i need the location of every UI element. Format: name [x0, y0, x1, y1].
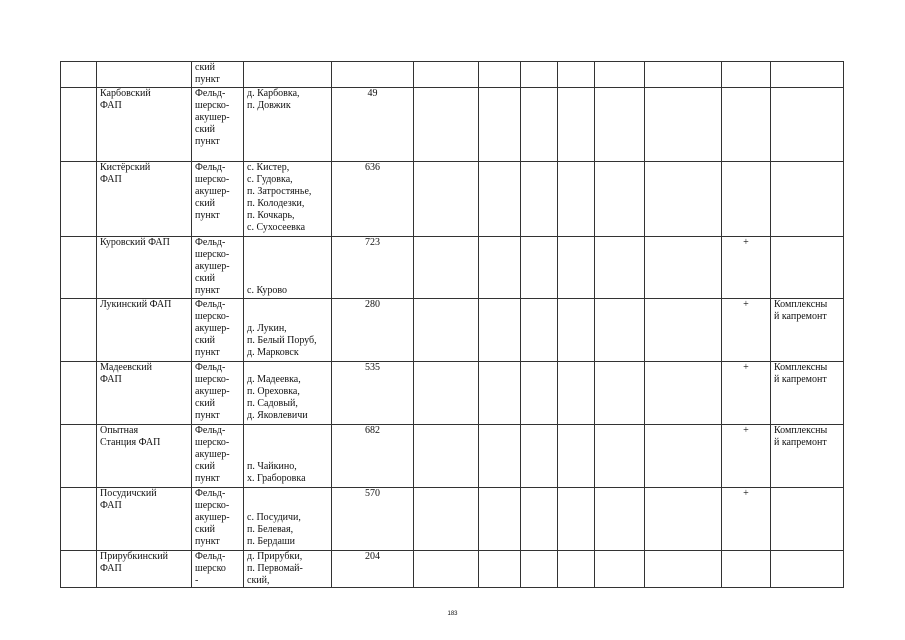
name-text: Кистёрский ФАП: [100, 162, 151, 185]
population-text: 636: [365, 162, 380, 173]
type-text: Фельд- шерско- акушер- ский пункт: [195, 488, 230, 547]
cell-empty: [414, 237, 479, 299]
cell-empty: [61, 237, 97, 299]
cell-empty: [479, 362, 521, 425]
cell-type: [192, 162, 244, 237]
cell-empty: [558, 237, 595, 299]
cell-plus: [722, 162, 771, 237]
cell-plus: [722, 425, 771, 488]
cell-empty: [414, 362, 479, 425]
cell-empty: [479, 425, 521, 488]
cell-note: [771, 299, 844, 362]
cell-empty: [479, 88, 521, 162]
cell-localities: [244, 362, 332, 425]
cell-empty: [645, 162, 722, 237]
cell-empty: [595, 551, 645, 588]
cell-empty: [414, 488, 479, 551]
cell-empty: [61, 62, 97, 88]
cell-empty: [595, 237, 645, 299]
cell-empty: [479, 488, 521, 551]
cell-localities: [244, 488, 332, 551]
cell-empty: [479, 62, 521, 88]
type-text: Фельд- шерско- акушер- ский пункт: [195, 299, 230, 358]
cell-empty: [595, 62, 645, 88]
page-number: 183: [447, 611, 458, 617]
cell-type: [192, 62, 244, 88]
name-text: Прирубкинский ФАП: [100, 551, 168, 574]
cell-population: [332, 237, 414, 299]
cell-empty: [558, 551, 595, 588]
table-row: [61, 425, 844, 488]
cell-type: [192, 88, 244, 162]
cell-name: [97, 162, 192, 237]
cell-name: [97, 237, 192, 299]
cell-empty: [61, 551, 97, 588]
cell-empty: [521, 62, 558, 88]
name-text: Опытная Станция ФАП: [100, 425, 161, 448]
cell-empty: [61, 362, 97, 425]
cell-plus: [722, 88, 771, 162]
cell-name: [97, 551, 192, 588]
cell-empty: [61, 88, 97, 162]
population-text: 535: [365, 362, 380, 373]
cell-type: [192, 299, 244, 362]
cell-empty: [595, 88, 645, 162]
cell-plus: [722, 62, 771, 88]
cell-population: [332, 299, 414, 362]
cell-empty: [558, 362, 595, 425]
cell-empty: [414, 299, 479, 362]
name-text: Мадеевский ФАП: [100, 362, 152, 385]
cell-empty: [61, 488, 97, 551]
cell-empty: [595, 488, 645, 551]
table-row: [61, 488, 844, 551]
cell-name: [97, 488, 192, 551]
cell-empty: [645, 62, 722, 88]
type-text: ский пункт: [195, 62, 220, 85]
name-text: Карбовский ФАП: [100, 88, 151, 111]
cell-type: [192, 425, 244, 488]
cell-localities: [244, 551, 332, 588]
cell-population: [332, 62, 414, 88]
cell-empty: [645, 425, 722, 488]
cell-localities: [244, 425, 332, 488]
cell-plus: [722, 488, 771, 551]
cell-empty: [414, 162, 479, 237]
cell-empty: [595, 425, 645, 488]
cell-empty: [645, 488, 722, 551]
population-text: 570: [365, 488, 380, 499]
cell-plus: [722, 237, 771, 299]
population-text: 723: [365, 237, 380, 248]
cell-plus: [722, 362, 771, 425]
type-text: Фельд- шерско- акушер- ский пункт: [195, 425, 230, 484]
cell-empty: [414, 88, 479, 162]
plus-text: +: [743, 299, 749, 310]
table-row: [61, 237, 844, 299]
localities-text: д. Карбовка, п. Довжик: [247, 88, 300, 111]
cell-empty: [595, 362, 645, 425]
localities-text: с. Посудичи, п. Белевая, п. Бердаши: [247, 512, 301, 547]
table-body: [61, 62, 844, 588]
cell-name: [97, 88, 192, 162]
type-text: Фельд- шерско- акушер- ский пункт: [195, 237, 230, 296]
cell-empty: [558, 62, 595, 88]
cell-empty: [61, 162, 97, 237]
cell-empty: [645, 299, 722, 362]
table-row: [61, 88, 844, 162]
cell-type: [192, 362, 244, 425]
cell-note: [771, 162, 844, 237]
facilities-table: [60, 61, 844, 588]
cell-empty: [645, 362, 722, 425]
cell-empty: [645, 237, 722, 299]
note-text: Комплексны й капремонт: [774, 362, 828, 385]
cell-empty: [558, 162, 595, 237]
name-text: Куровский ФАП: [100, 237, 170, 248]
cell-empty: [479, 162, 521, 237]
cell-localities: [244, 62, 332, 88]
cell-type: [192, 488, 244, 551]
cell-empty: [61, 299, 97, 362]
cell-population: [332, 88, 414, 162]
cell-empty: [521, 88, 558, 162]
plus-text: +: [743, 425, 749, 436]
cell-empty: [558, 425, 595, 488]
cell-name: [97, 425, 192, 488]
type-text: Фельд- шерско- акушер- ский пункт: [195, 162, 230, 221]
cell-note: [771, 62, 844, 88]
plus-text: +: [743, 362, 749, 373]
cell-empty: [521, 299, 558, 362]
cell-empty: [479, 299, 521, 362]
cell-localities: [244, 88, 332, 162]
cell-empty: [558, 88, 595, 162]
cell-empty: [645, 551, 722, 588]
localities-text: с. Кистер, с. Гудовка, п. Затростянье, п. Колодезки, п. Кочкарь, с. Сухосеевка: [247, 162, 312, 233]
cell-empty: [645, 88, 722, 162]
population-text: 49: [367, 88, 378, 99]
cell-empty: [414, 62, 479, 88]
population-text: 204: [365, 551, 380, 562]
cell-empty: [521, 488, 558, 551]
cell-empty: [521, 551, 558, 588]
cell-empty: [558, 488, 595, 551]
population-text: 280: [365, 299, 380, 310]
cell-localities: [244, 237, 332, 299]
table-row: [61, 362, 844, 425]
cell-empty: [479, 551, 521, 588]
cell-empty: [521, 237, 558, 299]
cell-plus: [722, 551, 771, 588]
cell-empty: [414, 551, 479, 588]
cell-type: [192, 551, 244, 588]
cell-population: [332, 488, 414, 551]
cell-empty: [479, 237, 521, 299]
cell-note: [771, 488, 844, 551]
localities-text: д. Лукин, п. Белый Поруб, д. Марковск: [247, 323, 317, 358]
localities-text: д. Мадеевка, п. Ореховка, п. Садовый, д. Яковлевичи: [247, 374, 308, 421]
population-text: 682: [365, 425, 380, 436]
type-text: Фельд- шерско- акушер- ский пункт: [195, 88, 230, 147]
cell-empty: [595, 162, 645, 237]
localities-text: с. Курово: [247, 285, 288, 296]
localities-text: д. Прирубки, п. Первомай- ский,: [247, 551, 303, 586]
cell-empty: [521, 425, 558, 488]
cell-population: [332, 425, 414, 488]
type-text: Фельд- шерско- акушер- ский пункт: [195, 362, 230, 421]
cell-empty: [414, 425, 479, 488]
cell-name: [97, 299, 192, 362]
cell-note: [771, 362, 844, 425]
cell-plus: [722, 299, 771, 362]
note-text: Комплексны й капремонт: [774, 425, 828, 448]
cell-localities: [244, 299, 332, 362]
cell-empty: [61, 425, 97, 488]
cell-name: [97, 62, 192, 88]
cell-note: [771, 551, 844, 588]
localities-text: п. Чайкино, х. Граборовка: [247, 461, 306, 484]
cell-note: [771, 425, 844, 488]
cell-empty: [595, 299, 645, 362]
cell-note: [771, 237, 844, 299]
cell-empty: [558, 299, 595, 362]
note-text: Комплексны й капремонт: [774, 299, 828, 322]
table-row: [61, 62, 844, 88]
cell-empty: [521, 362, 558, 425]
table-row: [61, 299, 844, 362]
cell-name: [97, 362, 192, 425]
name-text: Посудичский ФАП: [100, 488, 157, 511]
plus-text: +: [743, 488, 749, 499]
table-row: [61, 551, 844, 588]
cell-type: [192, 237, 244, 299]
cell-note: [771, 88, 844, 162]
cell-population: [332, 551, 414, 588]
type-text: Фельд- шерско -: [195, 551, 226, 586]
table-row: [61, 162, 844, 237]
name-text: Лукинский ФАП: [100, 299, 172, 310]
cell-population: [332, 362, 414, 425]
cell-population: [332, 162, 414, 237]
plus-text: +: [743, 237, 749, 248]
cell-empty: [521, 162, 558, 237]
cell-localities: [244, 162, 332, 237]
